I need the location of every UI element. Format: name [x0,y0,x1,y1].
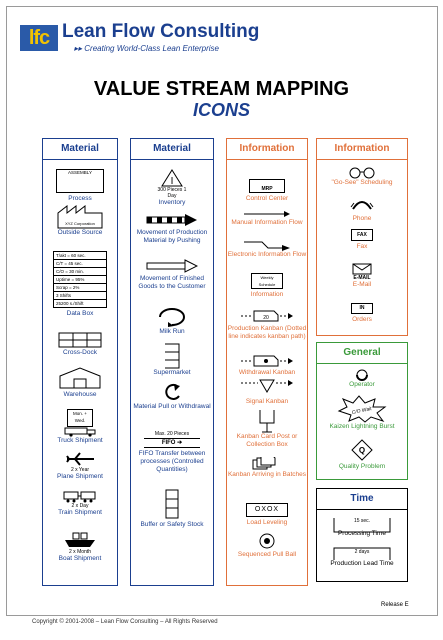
production-kanban-icon [240,309,294,323]
train-shipment-label: Train Shipment [58,509,102,516]
material-column-1 [42,138,118,586]
lead-time-label: Production Lead Time [330,560,394,567]
withdrawal-kanban-item [227,355,307,377]
section-divider [317,509,407,510]
cross-dock-icon [58,331,102,349]
quality-tag: Q [358,446,366,455]
general-section [316,342,408,480]
company-logo: lfc [20,25,58,51]
orders-item [317,303,407,324]
control-center-item [227,179,307,203]
material-column-2 [130,138,214,586]
electronic-info-label: Electronic Information Flow [227,251,307,258]
section-heading: General [343,347,381,358]
column-heading: Material [61,143,99,154]
tagline: ▸▸ Creating World-Class Lean Enterprise [74,44,219,53]
process-icon-item [43,169,117,203]
time-section [316,488,408,582]
data-box-row: Uptime = 95% [54,276,106,284]
manual-info-label: Manual Information Flow [231,219,303,226]
go-see-item [317,165,407,187]
release-label: Release E [381,602,409,608]
copyright-footer: Copyright © 2001-2008 – Lean Flow Consulting – All Rights Reserved [32,619,218,625]
outside-source-item [43,205,117,237]
warehouse-item [43,367,117,399]
push-arrow-icon [146,213,198,227]
kaizen-tag: C/O Wait [351,405,373,417]
electronic-arrow-icon [242,239,292,251]
data-box-row: C/O = 30 min. [54,268,106,276]
column-divider [43,159,117,160]
column-heading: Information [334,143,390,154]
kanban-post-icon [257,409,277,433]
warehouse-label: Warehouse [63,391,97,398]
envelope-icon [352,263,372,275]
column-divider [131,159,213,160]
go-see-label: "Go-See" Scheduling [331,179,393,186]
fax-icon: FAX [351,229,373,241]
kanban-batches-icon [252,457,282,471]
truck-shipment-item [43,409,117,445]
operator-icon [354,369,370,381]
supermarket-label: Supermarket [153,369,191,376]
milk-run-icon [157,307,187,327]
inventory-label: Inventory [158,199,186,206]
column-divider [227,159,307,160]
fifo-lane-icon: FIFO ➔ [144,438,200,448]
electronic-info-item [227,239,307,259]
kaizen-item [317,395,407,431]
withdrawal-kanban-label: Withdrawal Kanban [238,369,296,376]
train-icon [62,491,98,503]
data-box-row: Scrap = 2% [54,284,106,292]
inventory-item [131,169,213,207]
process-label: Process [68,195,92,202]
cross-dock-label: Cross-Dock [63,349,97,356]
information-item [227,273,307,299]
buffer-item [131,489,213,529]
cross-dock-item [43,331,117,357]
finished-goods-item [131,259,213,291]
tagline-text: Creating World-Class Lean Enterprise [84,44,219,53]
truck-icon [63,427,97,437]
milk-run-label: Milk Run [159,328,185,335]
page-subtitle: ICONS [192,100,250,120]
data-box-item [43,251,117,318]
buffer-stock-icon [164,489,180,519]
manual-info-item [227,209,307,227]
schedule-icon: Weekly Schedule [251,273,283,289]
withdrawal-kanban-icon [240,355,294,367]
fifo-item [131,431,213,474]
pull-ball-label: Sequenced Pull Ball [237,551,297,558]
svg-text:I: I [170,176,174,187]
production-kanban-label: Production Kanban (Dotted line indicates kanban path) [227,325,307,340]
truck-schedule-box: Mon. + Wed. [67,409,93,427]
boat-shipment-item [43,531,117,563]
data-box-row: T/akt = 60 sec. [54,252,106,260]
shipment-arrow-icon [146,259,198,273]
processing-time-label: Processing Time [337,530,387,537]
fifo-tag: FIFO [161,440,176,446]
kanban-batches-label: Kanban Arriving in Batches [227,471,307,478]
pull-label: Material Pull or Withdrawal [133,403,211,410]
phone-icon [349,197,375,215]
information-label: Information [250,291,284,298]
supermarket-icon [162,343,182,369]
inventory-warning-icon [161,169,183,187]
truck-shipment-label: Truck Shipment [57,437,103,444]
email-item [317,263,407,289]
phone-item [317,197,407,223]
orders-label: Orders [352,316,372,323]
control-center-label: Control Center [245,195,289,202]
quality-problem-icon [351,439,373,461]
brand-name: Lean Flow Consulting [62,21,260,42]
pull-arrow-icon [162,383,182,403]
data-box-label: Data Box [66,310,94,317]
boat-shipment-label: Boat Shipment [58,555,102,562]
train-shipment-item [43,491,117,517]
page-title: VALUE STREAM MAPPING [93,78,350,100]
milk-run-item [131,307,213,336]
kanban-post-label: Kanban Card Post or Collection Box [236,433,298,448]
data-box-icon [53,251,107,308]
load-leveling-icon: OXOX [246,503,288,517]
kaizen-burst-icon [337,395,387,423]
signal-kanban-label: Signal Kanban [245,398,289,405]
signal-kanban-icon [240,379,294,393]
phone-label: Phone [352,215,372,222]
pull-item [131,383,213,411]
fifo-label: FIFO Transfer between processes (Controlled Quantities) [138,450,206,473]
section-heading: Time [350,493,374,504]
section-divider [317,363,407,364]
kaizen-label: Kaizen Lightning Burst [329,423,395,430]
processing-time-item [317,517,407,538]
data-box-row: 25200 s./Shift [56,301,84,306]
processing-time-value: 15 sec. [353,518,371,524]
push-label: Movement of Production Material by Pushing [136,229,208,244]
column-divider [317,159,407,160]
signal-kanban-item [227,379,307,406]
production-kanban-item [227,309,307,341]
plane-shipment-item [43,451,117,481]
orders-icon: IN [351,303,373,314]
manual-arrow-icon [242,209,292,219]
column-heading: Information [239,143,295,154]
data-box-row: 3 Shifts [54,292,106,300]
boat-frequency: 2 x Month [69,549,91,555]
eyeglasses-icon [347,165,377,179]
fax-item [317,229,407,251]
outside-source-label: Outside Source [57,229,103,236]
pull-ball-icon [259,533,275,549]
information-column-1 [226,138,308,586]
kanban-batches-item [227,457,307,479]
pull-ball-item [227,533,307,559]
quality-item [317,439,407,471]
finished-goods-label: Movement of Finished Goods to the Customer [138,275,206,290]
train-frequency: 2 x Day [71,503,89,509]
outside-source-caption: XYZ Corporation [65,221,95,226]
production-kanban-quantity: 20 [263,315,269,321]
process-box-icon: ASSEMBLY [56,169,104,193]
fax-label: Fax [356,243,368,250]
email-label: E-Mail [352,281,372,288]
data-box-row: C/T = 45 sec. [54,260,106,268]
boat-icon [63,531,97,549]
buffer-label: Buffer or Safety Stock [140,521,204,528]
warehouse-icon [58,367,102,389]
push-item [131,213,213,245]
control-center-icon: MRP [249,179,285,193]
plane-icon [65,451,95,467]
operator-label: Operator [349,381,375,388]
column-heading: Material [153,143,191,154]
fifo-max: Max. 20 Pieces [154,431,190,437]
plane-frequency: 2 x Year [70,467,90,473]
kanban-post-item [227,409,307,449]
inventory-quantity: 300 Pieces 1 Day [157,187,187,199]
plane-shipment-label: Plane Shipment [57,473,103,480]
lead-time-value: 2 days [354,549,370,555]
supermarket-item [131,343,213,377]
quality-label: Quality Problem [338,463,386,470]
load-leveling-label: Load Leveling [246,519,288,526]
information-column-2 [316,138,408,336]
email-tag: E-MAIL [353,275,371,281]
lead-time-item [317,547,407,568]
operator-item [317,369,407,389]
load-leveling-item [227,503,307,527]
